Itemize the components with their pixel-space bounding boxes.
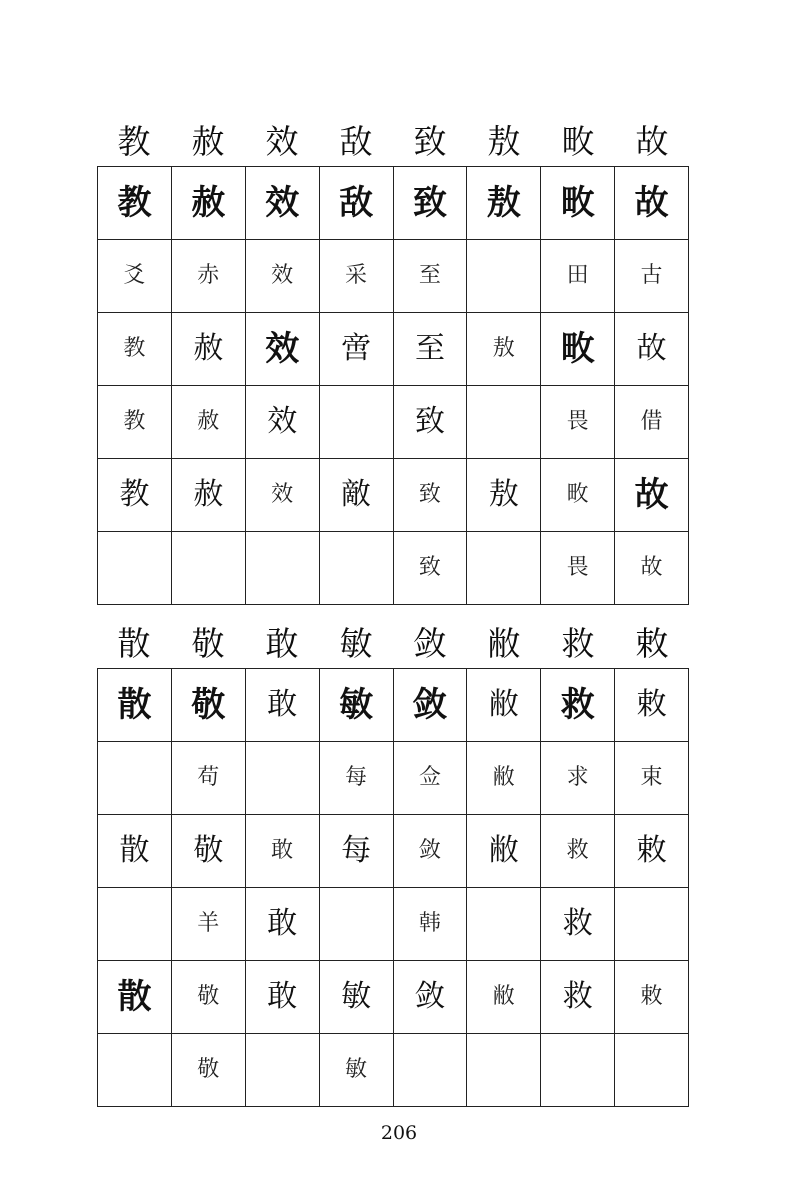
glyph-cell: [394, 742, 468, 815]
header-character: 教: [117, 122, 151, 161]
ancient-script-glyph: 教: [117, 183, 152, 223]
ancient-script-glyph: 敝: [492, 765, 515, 790]
glyph-cell: [98, 240, 172, 313]
glyph-grid: [97, 668, 689, 1107]
glyph-cell: [98, 961, 172, 1034]
glyph-cell: [172, 386, 246, 459]
glyph-cell: [541, 742, 615, 815]
ancient-script-glyph: 佥: [418, 765, 441, 790]
header-character: 敕: [635, 624, 669, 663]
ancient-script-glyph: 效: [267, 404, 298, 439]
ancient-script-glyph: 散: [117, 685, 152, 725]
header-character: 畋: [561, 122, 595, 161]
ancient-script-glyph: 求: [566, 765, 589, 790]
header-character: 敖: [487, 122, 521, 161]
ancient-script-glyph: 畏: [566, 409, 589, 434]
glyph-cell: [172, 961, 246, 1034]
empty-cell: [98, 742, 172, 815]
ancient-script-glyph: 敵: [341, 477, 372, 512]
glyph-cell: [98, 313, 172, 386]
glyph-cell: [320, 313, 394, 386]
empty-cell: [394, 1034, 468, 1107]
glyph-cell: [394, 888, 468, 961]
ancient-script-glyph: 畋: [566, 482, 589, 507]
ancient-script-glyph: 效: [271, 482, 294, 507]
glyph-cell: [172, 459, 246, 532]
glyph-cell: [467, 313, 541, 386]
ancient-script-glyph: 敖: [486, 183, 521, 223]
empty-cell: [320, 386, 394, 459]
glyph-cell: [615, 459, 689, 532]
ancient-script-glyph: 敝: [492, 984, 515, 1009]
header-character: 敬: [191, 624, 225, 663]
glyph-cell: [541, 167, 615, 240]
ancient-script-glyph: 啻: [341, 331, 372, 366]
ancient-script-glyph: 教: [123, 336, 146, 361]
glyph-cell: [246, 167, 320, 240]
ancient-script-glyph: 救: [560, 685, 595, 725]
ancient-script-glyph: 敕: [636, 687, 667, 722]
ancient-script-glyph: 畋: [560, 329, 595, 369]
ancient-script-glyph: 赤: [197, 263, 220, 288]
header-character: 散: [117, 624, 151, 663]
empty-cell: [615, 1034, 689, 1107]
glyph-cell: [172, 815, 246, 888]
ancient-script-glyph: 教: [119, 477, 150, 512]
ancient-script-glyph: 至: [414, 331, 445, 366]
empty-cell: [615, 888, 689, 961]
ancient-script-glyph: 畋: [560, 183, 595, 223]
ancient-script-glyph: 田: [566, 263, 589, 288]
glyph-cell: [246, 459, 320, 532]
glyph-cell: [394, 240, 468, 313]
glyph-cell: [467, 742, 541, 815]
ancient-script-glyph: 敢: [267, 979, 298, 1014]
empty-cell: [467, 532, 541, 605]
ancient-script-glyph: 敬: [193, 833, 224, 868]
glyph-cell: [541, 240, 615, 313]
ancient-script-glyph: 敢: [267, 906, 298, 941]
ancient-script-glyph: 故: [640, 555, 663, 580]
empty-cell: [246, 1034, 320, 1107]
ancient-script-glyph: 借: [640, 409, 663, 434]
header-character: 敝: [487, 624, 521, 663]
empty-cell: [246, 532, 320, 605]
header-character: 敏: [339, 624, 373, 663]
character-table-2: [97, 620, 689, 1107]
header-character: 敛: [413, 624, 447, 663]
empty-cell: [320, 888, 394, 961]
ancient-script-glyph: 敬: [191, 685, 226, 725]
glyph-cell: [246, 669, 320, 742]
glyph-cell: [394, 313, 468, 386]
empty-cell: [467, 888, 541, 961]
glyph-cell: [246, 386, 320, 459]
glyph-cell: [541, 532, 615, 605]
glyph-cell: [541, 961, 615, 1034]
ancient-script-glyph: 敖: [492, 336, 515, 361]
glyph-cell: [320, 815, 394, 888]
glyph-cell: [320, 459, 394, 532]
ancient-script-glyph: 敬: [197, 984, 220, 1009]
glyph-cell: [615, 313, 689, 386]
glyph-cell: [615, 386, 689, 459]
glyph-cell: [172, 167, 246, 240]
header-character: 致: [413, 122, 447, 161]
ancient-script-glyph: 效: [271, 263, 294, 288]
ancient-script-glyph: 敝: [488, 833, 519, 868]
ancient-script-glyph: 教: [123, 409, 146, 434]
ancient-script-glyph: 羊: [197, 911, 220, 936]
ancient-script-glyph: 敝: [488, 687, 519, 722]
ancient-script-glyph: 韩: [418, 911, 441, 936]
ancient-script-glyph: 散: [119, 833, 150, 868]
empty-cell: [98, 1034, 172, 1107]
ancient-script-glyph: 至: [418, 263, 441, 288]
glyph-cell: [615, 961, 689, 1034]
ancient-script-glyph: 古: [640, 263, 663, 288]
glyph-cell: [172, 240, 246, 313]
ancient-script-glyph: 赦: [193, 331, 224, 366]
empty-cell: [246, 742, 320, 815]
glyph-cell: [615, 669, 689, 742]
glyph-cell: [394, 386, 468, 459]
glyph-cell: [246, 313, 320, 386]
glyph-cell: [541, 386, 615, 459]
ancient-script-glyph: 每: [341, 833, 372, 868]
glyph-cell: [394, 532, 468, 605]
glyph-cell: [320, 167, 394, 240]
empty-cell: [172, 532, 246, 605]
glyph-cell: [541, 669, 615, 742]
glyph-cell: [98, 459, 172, 532]
empty-cell: [467, 1034, 541, 1107]
ancient-script-glyph: 赦: [193, 477, 224, 512]
glyph-cell: [172, 742, 246, 815]
ancient-script-glyph: 敬: [197, 1057, 220, 1082]
glyph-cell: [467, 669, 541, 742]
glyph-cell: [98, 167, 172, 240]
header-character: 救: [561, 624, 595, 663]
ancient-script-glyph: 故: [634, 475, 669, 515]
ancient-script-glyph: 敛: [414, 979, 445, 1014]
glyph-grid: [97, 166, 689, 605]
header-character: 赦: [191, 122, 225, 161]
glyph-cell: [467, 815, 541, 888]
glyph-cell: [246, 240, 320, 313]
header-character: 敢: [265, 624, 299, 663]
header-character: 故: [635, 122, 669, 161]
empty-cell: [467, 240, 541, 313]
empty-cell: [467, 386, 541, 459]
empty-cell: [98, 532, 172, 605]
ancient-script-glyph: 故: [634, 183, 669, 223]
glyph-cell: [394, 459, 468, 532]
ancient-script-glyph: 畏: [566, 555, 589, 580]
glyph-cell: [246, 961, 320, 1034]
glyph-cell: [320, 961, 394, 1034]
header-row: [97, 620, 689, 668]
glyph-cell: [541, 459, 615, 532]
empty-cell: [98, 888, 172, 961]
ancient-script-glyph: 敢: [271, 838, 294, 863]
ancient-script-glyph: 敢: [267, 687, 298, 722]
glyph-cell: [394, 815, 468, 888]
glyph-cell: [541, 313, 615, 386]
header-row: [97, 118, 689, 166]
glyph-cell: [394, 669, 468, 742]
glyph-cell: [615, 240, 689, 313]
ancient-script-glyph: 爻: [123, 263, 146, 288]
ancient-script-glyph: 致: [418, 555, 441, 580]
header-character: 效: [265, 122, 299, 161]
ancient-script-glyph: 敛: [412, 685, 447, 725]
glyph-cell: [615, 167, 689, 240]
glyph-cell: [172, 888, 246, 961]
ancient-script-glyph: 束: [640, 765, 663, 790]
page-number: 206: [380, 1122, 418, 1144]
glyph-cell: [467, 459, 541, 532]
ancient-script-glyph: 赦: [197, 409, 220, 434]
glyph-cell: [541, 888, 615, 961]
ancient-script-glyph: 致: [412, 183, 447, 223]
ancient-script-glyph: 救: [562, 906, 593, 941]
empty-cell: [541, 1034, 615, 1107]
glyph-cell: [320, 1034, 394, 1107]
ancient-script-glyph: 敌: [339, 183, 374, 223]
glyph-cell: [320, 742, 394, 815]
ancient-script-glyph: 散: [117, 977, 152, 1017]
glyph-cell: [467, 167, 541, 240]
ancient-script-glyph: 效: [265, 183, 300, 223]
glyph-cell: [541, 815, 615, 888]
ancient-script-glyph: 效: [265, 329, 300, 369]
ancient-script-glyph: 敏: [345, 1057, 368, 1082]
ancient-script-glyph: 故: [636, 331, 667, 366]
ancient-script-glyph: 致: [414, 404, 445, 439]
glyph-cell: [98, 669, 172, 742]
glyph-cell: [320, 240, 394, 313]
ancient-script-glyph: 苟: [197, 765, 220, 790]
glyph-cell: [394, 167, 468, 240]
ancient-script-glyph: 敛: [418, 838, 441, 863]
glyph-cell: [320, 669, 394, 742]
glyph-cell: [98, 815, 172, 888]
ancient-script-glyph: 敖: [488, 477, 519, 512]
ancient-script-glyph: 赦: [191, 183, 226, 223]
ancient-script-glyph: 敕: [636, 833, 667, 868]
glyph-cell: [615, 815, 689, 888]
character-table-1: [97, 118, 689, 605]
glyph-cell: [394, 961, 468, 1034]
ancient-script-glyph: 救: [566, 838, 589, 863]
ancient-script-glyph: 敏: [341, 979, 372, 1014]
ancient-script-glyph: 致: [418, 482, 441, 507]
glyph-cell: [98, 386, 172, 459]
glyph-cell: [172, 313, 246, 386]
glyph-cell: [246, 888, 320, 961]
header-character: 敌: [339, 122, 373, 161]
ancient-script-glyph: 敕: [640, 984, 663, 1009]
ancient-script-glyph: 敏: [339, 685, 374, 725]
ancient-script-glyph: 采: [345, 263, 368, 288]
glyph-cell: [615, 742, 689, 815]
ancient-script-glyph: 每: [345, 765, 368, 790]
glyph-cell: [172, 1034, 246, 1107]
glyph-cell: [615, 532, 689, 605]
ancient-script-glyph: 救: [562, 979, 593, 1014]
empty-cell: [320, 532, 394, 605]
glyph-cell: [172, 669, 246, 742]
glyph-cell: [467, 961, 541, 1034]
glyph-cell: [246, 815, 320, 888]
